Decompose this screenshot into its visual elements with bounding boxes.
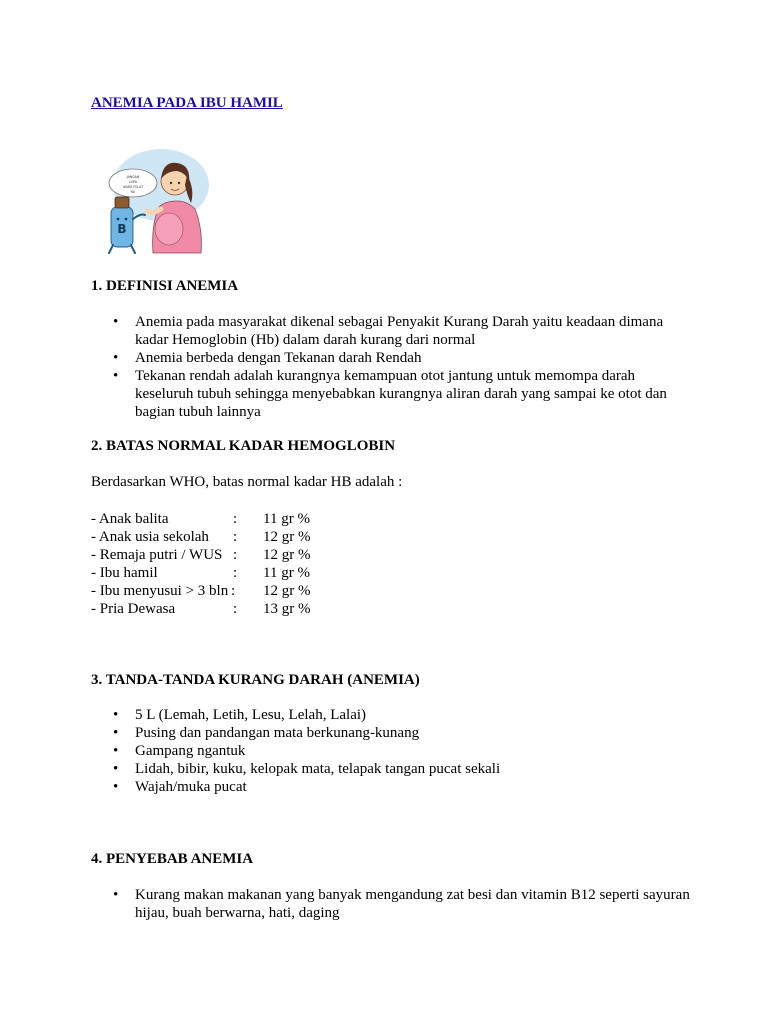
svg-text:ASAM FOLAT: ASAM FOLAT (122, 185, 144, 189)
row-colon: : (233, 529, 238, 545)
list-item-text: Pusing dan pandangan mata berkunang-kunang (135, 725, 420, 741)
row-colon: : (233, 511, 238, 527)
list-item (91, 886, 691, 922)
bullet-dot: • (113, 314, 119, 330)
bullet-dot: • (113, 761, 119, 777)
svg-text:B: B (117, 222, 127, 236)
list-item (91, 349, 691, 367)
row-label: - Ibu hamil (91, 565, 158, 581)
list-item-text: Tekanan rendah adalah kurangnya kemampuan otot jantung untuk memompa darah keseluruh tubuh sehingga menyebabkan kurangnya aliran darah yang sampai ke otot dan bagian tubuh lainnya (135, 368, 667, 420)
row-colon: : (233, 547, 238, 563)
list-item-text: Anemia pada masyarakat dikenal sebagai Penyakit Kurang Darah yaitu keadaan dimana kadar Hemoglobin (Hb) dalam darah kurang dari normal (135, 314, 664, 348)
svg-text:YA!: YA! (130, 190, 136, 194)
section-heading-tanda-tanda: 3. TANDA-TANDA KURANG DARAH (ANEMIA) (91, 672, 420, 688)
list-item-text: Lidah, bibir, kuku, kelopak mata, telapak tangan pucat sekali (135, 761, 501, 777)
bullet-dot: • (113, 707, 119, 723)
bullet-dot: • (113, 368, 119, 384)
list-item (91, 742, 691, 760)
row-value: 11 gr % (263, 565, 310, 581)
list-item (91, 724, 691, 742)
who-intro-text: Berdasarkan WHO, batas normal kadar HB adalah : (91, 474, 403, 490)
list-item-text: 5 L (Lemah, Letih, Lesu, Lelah, Lalai) (135, 707, 367, 723)
list-item-text: Kurang makan makanan yang banyak mengandung zat besi dan vitamin B12 seperti sayuran hijau, buah berwarna, hati, daging (135, 887, 690, 921)
list-item-text: Anemia berbeda dengan Tekanan darah Rendah (135, 350, 422, 366)
row-value: 11 gr % (263, 511, 310, 527)
definisi-list (91, 313, 691, 421)
pregnant-woman-illustration (91, 145, 213, 260)
list-item (91, 367, 691, 421)
woman-belly (155, 213, 183, 245)
row-label: - Ibu menyusui > 3 bln (91, 583, 229, 599)
bullet-dot: • (113, 779, 119, 795)
bottle-cap (115, 197, 129, 208)
document-title-link[interactable]: ANEMIA PADA IBU HAMIL (91, 95, 283, 111)
section-heading-batas-normal: 2. BATAS NORMAL KADAR HEMOGLOBIN (91, 438, 396, 454)
row-colon: : (233, 565, 238, 581)
tanda-list (91, 706, 691, 796)
list-item (91, 706, 691, 724)
bullet-dot: • (113, 743, 119, 759)
list-item (91, 778, 691, 796)
bullet-dot: • (113, 887, 119, 903)
row-label: - Anak usia sekolah (91, 529, 209, 545)
bullet-dot: • (113, 350, 119, 366)
section-heading-penyebab: 4. PENYEBAB ANEMIA (91, 851, 254, 867)
section-heading-definisi: 1. DEFINISI ANEMIA (91, 278, 239, 294)
list-item (91, 760, 691, 778)
row-label: - Pria Dewasa (91, 601, 176, 617)
row-value: 12 gr % (263, 583, 311, 599)
row-colon: : (233, 601, 238, 617)
row-value: 12 gr % (263, 529, 311, 545)
penyebab-list (91, 886, 691, 922)
list-item (91, 313, 691, 349)
list-item-text: Wajah/muka pucat (135, 779, 247, 795)
row-value: 13 gr % (263, 601, 311, 617)
svg-text:JANGAN: JANGAN (126, 175, 140, 179)
row-colon: : (231, 583, 236, 599)
list-item-text: Gampang ngantuk (135, 743, 246, 759)
svg-text:LUPA: LUPA (129, 180, 137, 184)
bullet-dot: • (113, 725, 119, 741)
row-value: 12 gr % (263, 547, 311, 563)
row-label: - Remaja putri / WUS (91, 547, 223, 563)
row-label: - Anak balita (91, 511, 169, 527)
